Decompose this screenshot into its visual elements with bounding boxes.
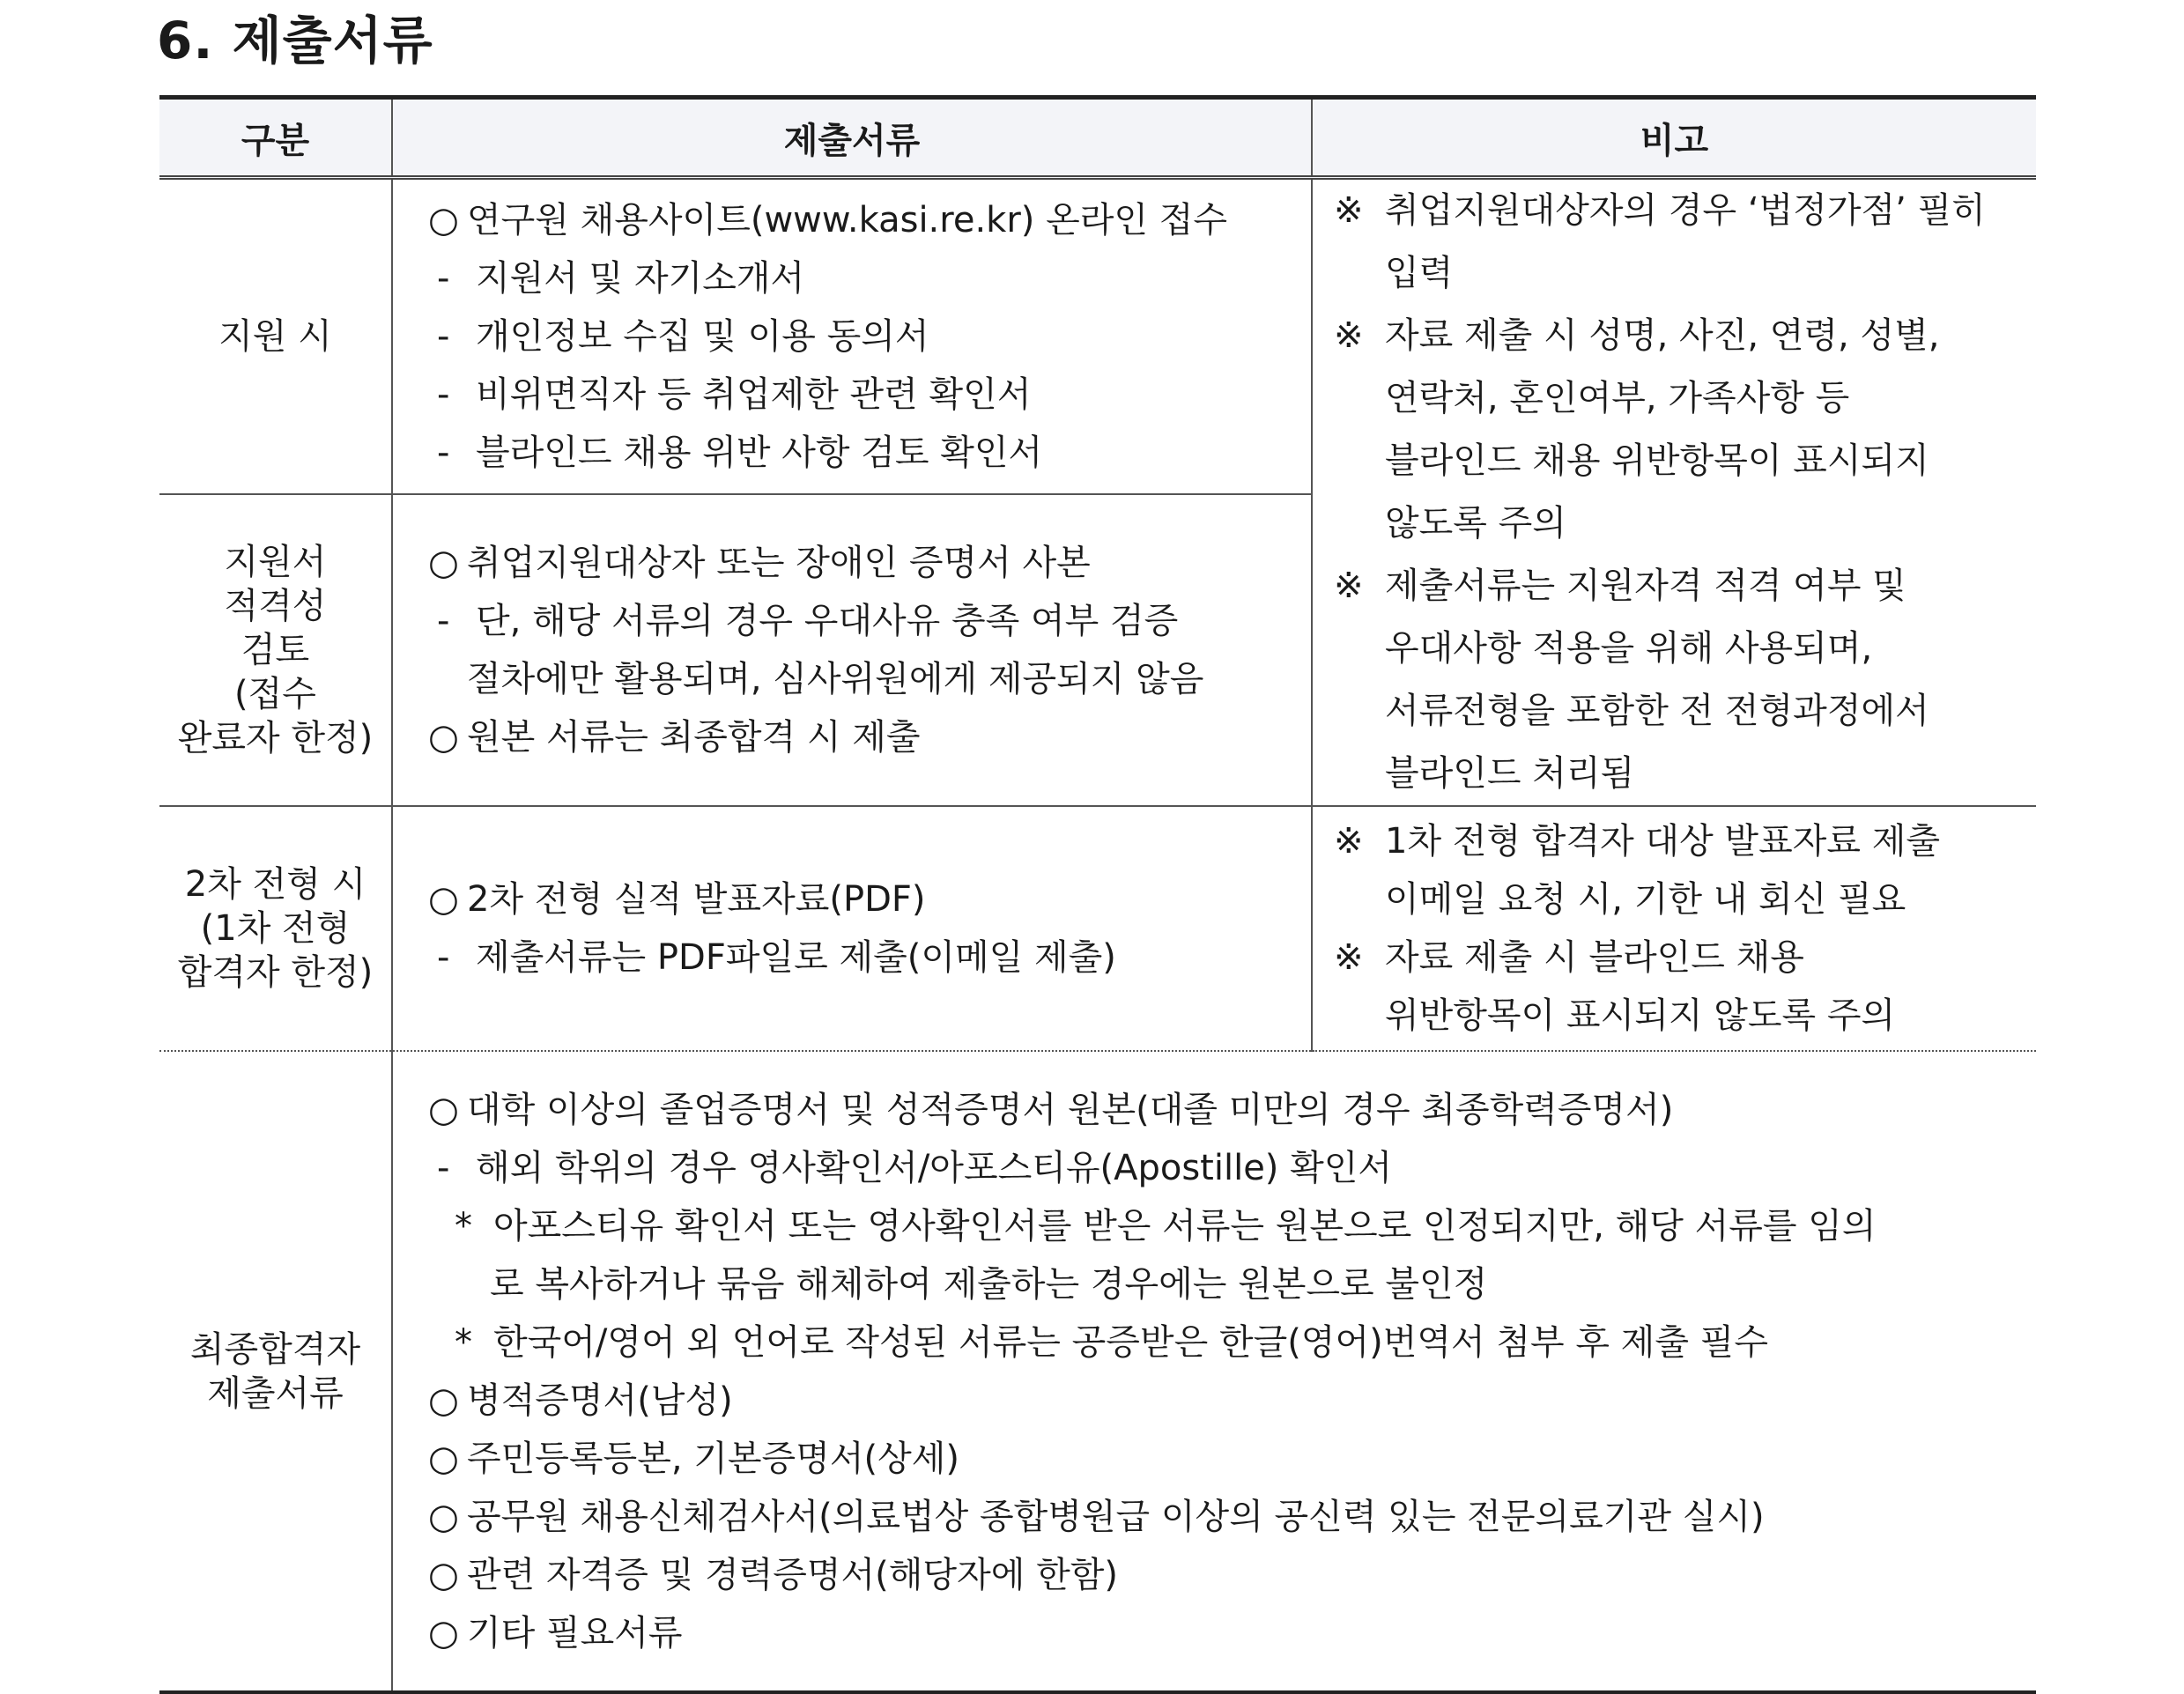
notes-cell <box>1312 806 2036 1051</box>
doc-line <box>428 650 1311 708</box>
note-text: 입력 <box>1385 253 1454 293</box>
bullet-mark: * <box>455 1321 472 1363</box>
doc-text: 연구원 채용사이트(www.kasi.re.kr) 온라인 접수 <box>467 200 1228 241</box>
note-mark: ※ <box>1334 937 1364 978</box>
category-cell <box>159 1051 392 1692</box>
doc-text: 관련 자격증 및 경력증명서(해당자에 한함) <box>467 1554 1118 1595</box>
note-line <box>1334 618 2036 680</box>
note-mark: ※ <box>1334 190 1364 231</box>
header-category: 구분 <box>159 98 392 178</box>
table-row-second-stage <box>159 806 2036 1051</box>
note-text: 않도록 주의 <box>1385 503 1566 544</box>
category-cell <box>159 806 392 1051</box>
bullet-mark: - <box>437 316 450 358</box>
doc-text: 로 복사하거나 묶음 해체하여 제출하는 경우에는 원본으로 불인정 <box>490 1263 1488 1305</box>
doc-line <box>428 1488 2036 1546</box>
documents-cell <box>392 1051 2036 1692</box>
doc-text: 지원서 및 자기소개서 <box>476 258 805 300</box>
doc-line <box>428 592 1311 650</box>
note-line <box>1334 492 2036 555</box>
category-cell <box>159 178 392 495</box>
category-line: 검토 <box>241 630 310 671</box>
bullet-mark: - <box>437 1147 450 1188</box>
category-line: 최종합격자 <box>189 1328 361 1370</box>
note-text: 자료 제출 시 성명, 사진, 연령, 성별, <box>1385 315 1940 356</box>
category-line: 합격자 한정) <box>177 952 374 993</box>
page-title: 6. 제출서류 <box>157 11 433 70</box>
bullet-mark: ○ <box>428 1496 459 1537</box>
bullet-mark: ○ <box>428 1089 459 1130</box>
doc-line <box>428 366 1311 424</box>
note-line <box>1334 680 2036 743</box>
documents-cell <box>392 806 1312 1051</box>
bullet-mark: - <box>437 258 450 300</box>
doc-line <box>428 1546 2036 1604</box>
note-text: 자료 제출 시 블라인드 채용 <box>1385 937 1804 978</box>
doc-text: 주민등록등본, 기본증명서(상세) <box>467 1438 959 1479</box>
doc-line <box>428 708 1311 766</box>
note-text: 서류전형을 포함한 전 전형과정에서 <box>1385 691 1929 731</box>
note-mark: ※ <box>1334 315 1364 356</box>
doc-text: 해외 학위의 경우 영사확인서/아포스티유(Apostille) 확인서 <box>476 1147 1393 1188</box>
note-text: 우대사항 적용을 위해 사용되며, <box>1385 628 1873 669</box>
bullet-mark: - <box>437 937 450 978</box>
category-line: 완료자 한정) <box>177 718 374 759</box>
doc-text: 절차에만 활용되며, 심사위원에게 제공되지 않음 <box>467 659 1204 700</box>
doc-text: 취업지원대상자 또는 장애인 증명서 사본 <box>467 543 1091 584</box>
note-line <box>1334 812 2036 870</box>
doc-text: 비위면직자 등 취업제한 관련 확인서 <box>476 374 1032 416</box>
note-mark: ※ <box>1334 566 1364 606</box>
doc-text: 2차 전형 실적 발표자료(PDF) <box>467 879 926 920</box>
doc-line <box>428 424 1311 482</box>
documents-cell <box>392 178 1312 495</box>
header-notes: 비고 <box>1312 98 2036 178</box>
bullet-mark: - <box>437 601 450 642</box>
notes-cell <box>1312 178 2036 807</box>
doc-text: 개인정보 수집 및 이용 동의서 <box>476 316 929 358</box>
bullet-mark: ○ <box>428 1438 459 1479</box>
header-documents: 제출서류 <box>392 98 1312 178</box>
doc-line <box>428 1197 2036 1255</box>
table-row-final-documents <box>159 1051 2036 1692</box>
doc-line <box>428 1313 2036 1372</box>
bullet-mark: * <box>455 1205 472 1246</box>
doc-line <box>428 307 1311 366</box>
category-line: 적격성 <box>224 586 327 627</box>
note-line <box>1334 367 2036 430</box>
note-text: 블라인드 처리됨 <box>1385 753 1635 794</box>
note-line <box>1334 987 2036 1045</box>
doc-line <box>428 1139 2036 1197</box>
bullet-mark: ○ <box>428 200 459 241</box>
doc-line <box>428 928 1311 987</box>
doc-text: 제출서류는 PDF파일로 제출(이메일 제출) <box>476 937 1116 978</box>
note-line <box>1334 305 2036 367</box>
note-line <box>1334 555 2036 618</box>
bullet-mark: ○ <box>428 717 459 758</box>
bullet-mark: ○ <box>428 1612 459 1653</box>
bullet-mark: - <box>437 374 450 416</box>
note-text: 블라인드 채용 위반항목이 표시되지 <box>1385 440 1929 481</box>
doc-text: 한국어/영어 외 언어로 작성된 서류는 공증받은 한글(영어)번역서 첨부 후 제출 필수 <box>493 1321 1768 1363</box>
doc-text: 대학 이상의 졸업증명서 및 성적증명서 원본(대졸 미만의 경우 최종학력증명서) <box>467 1089 1674 1130</box>
note-mark: ※ <box>1334 821 1364 862</box>
doc-line <box>428 870 1311 928</box>
doc-line <box>428 534 1311 592</box>
doc-line <box>428 1604 2036 1662</box>
doc-text: 아포스티유 확인서 또는 영사확인서를 받은 서류는 원본으로 인정되지만, 해당 서류를 임의 <box>493 1205 1877 1246</box>
category-line: 지원서 <box>224 542 327 583</box>
note-line <box>1334 743 2036 805</box>
note-line <box>1334 928 2036 987</box>
note-text: 1차 전형 합격자 대상 발표자료 제출 <box>1385 821 1940 862</box>
doc-line <box>428 1081 2036 1139</box>
category-line: (접수 <box>234 674 316 715</box>
doc-line <box>428 249 1311 307</box>
doc-text: 단, 해당 서류의 경우 우대사유 충족 여부 검증 <box>476 601 1179 642</box>
note-text: 연락처, 혼인여부, 가족사항 등 <box>1385 378 1850 418</box>
doc-line <box>428 1372 2036 1430</box>
documents-table <box>159 95 2036 1694</box>
note-line <box>1334 870 2036 928</box>
doc-line <box>428 1430 2036 1488</box>
table-row-on-application <box>159 178 2036 495</box>
note-text: 취업지원대상자의 경우 ‘법정가점’ 필히 <box>1385 190 1986 231</box>
category-line: 지원 시 <box>218 316 332 358</box>
category-line: (1차 전형 <box>200 908 351 949</box>
category-line: 제출서류 <box>207 1372 344 1414</box>
table-header-row <box>159 98 2036 178</box>
doc-text: 기타 필요서류 <box>467 1612 683 1653</box>
note-line <box>1334 180 2036 242</box>
doc-text: 원본 서류는 최종합격 시 제출 <box>467 717 921 758</box>
doc-line <box>428 191 1311 249</box>
doc-text: 공무원 채용신체검사서(의료법상 종합병원급 이상의 공신력 있는 전문의료기관 실시) <box>467 1496 1765 1537</box>
category-cell <box>159 494 392 806</box>
note-text: 위반항목이 표시되지 않도록 주의 <box>1385 995 1896 1036</box>
bullet-mark: ○ <box>428 1554 459 1595</box>
doc-text: 블라인드 채용 위반 사항 검토 확인서 <box>476 433 1043 474</box>
documents-cell <box>392 494 1312 806</box>
bullet-mark: - <box>437 433 450 474</box>
doc-text: 병적증명서(남성) <box>467 1380 733 1421</box>
category-line: 2차 전형 시 <box>184 864 366 905</box>
doc-line <box>428 1255 2036 1313</box>
note-text: 이메일 요청 시, 기한 내 회신 필요 <box>1385 879 1906 920</box>
note-line <box>1334 242 2036 305</box>
note-text: 제출서류는 지원자격 적격 여부 및 <box>1385 566 1906 606</box>
bullet-mark: ○ <box>428 879 459 920</box>
bullet-mark: ○ <box>428 1380 459 1421</box>
note-line <box>1334 430 2036 492</box>
bullet-mark: ○ <box>428 543 459 584</box>
